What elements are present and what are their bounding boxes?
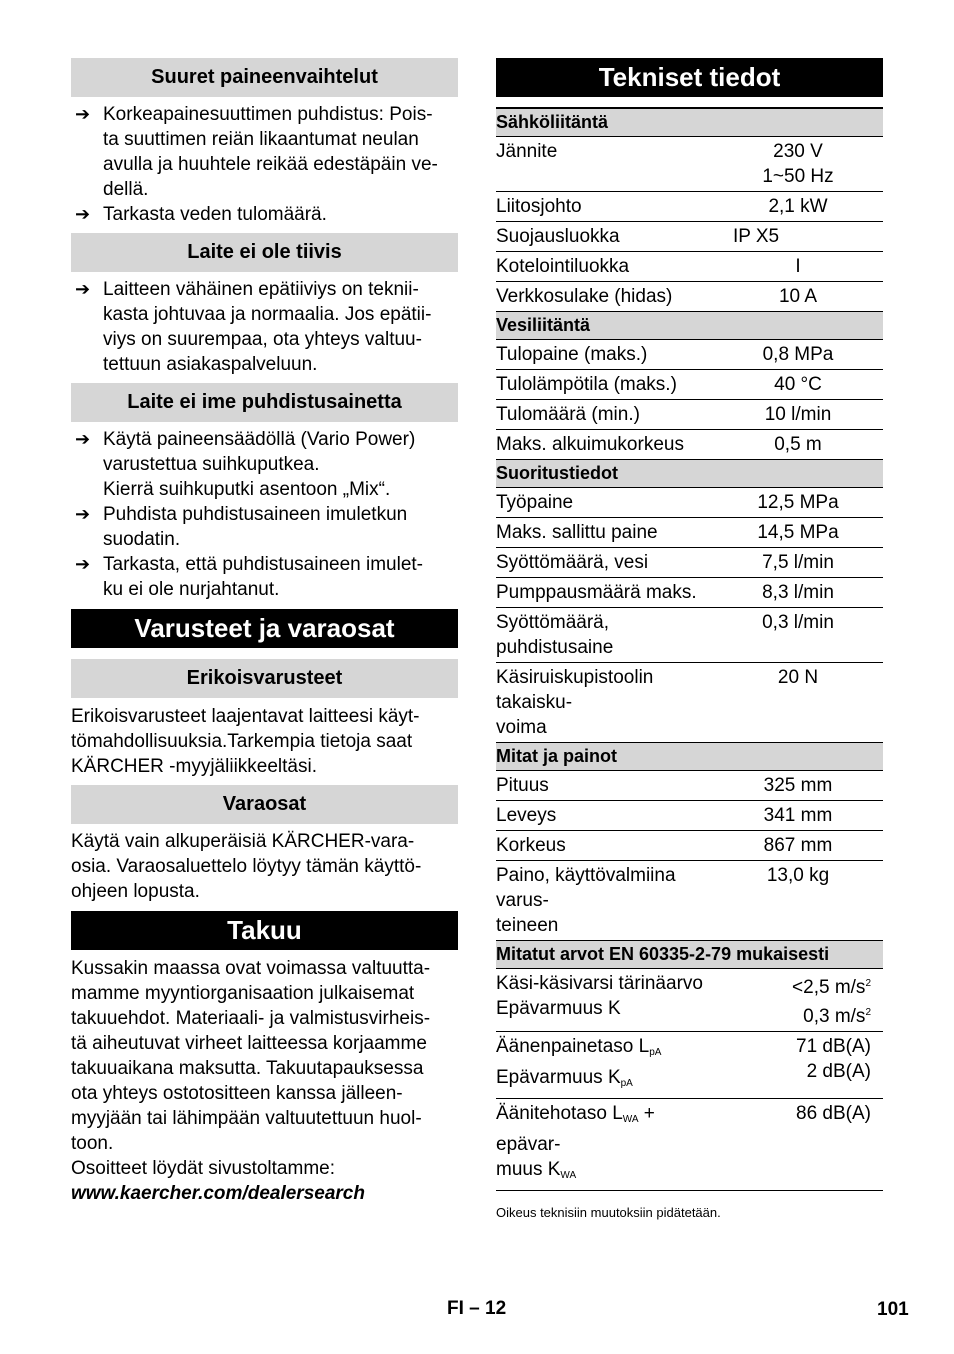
table-row: Paino, käyttövalmiina varus- teineen 13,0 kg [496,861,883,941]
pressure-list [71,102,458,227]
table-row: Verkkosulake (hidas) 10 A [496,282,883,312]
section-heading-leak: Laite ei ole tiivis [71,233,458,272]
section-heading-special-accessories: Erikoisvarusteet [71,659,458,698]
arrow-right-icon: ➔ [75,279,91,299]
technical-data-table [496,109,883,1191]
heading-warranty: Takuu [71,911,458,950]
section-heading-detergent: Laite ei ime puhdistusainetta [71,383,458,422]
table-row: Syöttömäärä, puhdistusaine 0,3 l/min [496,608,883,663]
page-footer-label: FI – 12 [447,1298,507,1319]
table-row: Työpaine 12,5 MPa [496,488,883,518]
table-row: Käsiruiskupistoolin takaisku- voima 20 N [496,663,883,743]
table-row: Tulolämpötila (maks.) 40 °C [496,370,883,400]
warranty-text: Kussakin maassa ovat voimassa valtuutta- mamme myyntiorganisaation julkaisemat takuuehdot. Materiaali- ja valmistusvirheis- tä aiheutuvat virheet laitteessa korjaamme takuuaikana maksutta. Takuutapauksessa ota yhteys ostotositteen kanssa jälleen- myyjään tai lähimpään valtuutettuun huol- toon. Osoitteet löydät sivustoltamme: www.kaercher.com/dealersearch [71,956,458,1206]
table-row: Maks. sallittu paine 14,5 MPa [496,518,883,548]
table-row: Äänitehotaso $L_{WA}$ + epävar- muus $K_{WA}$ 86 dB(A) [496,1099,883,1191]
list-item: ➔ Tarkasta veden tulomäärä. [75,204,327,225]
section-heading-spare-parts: Varaosat [71,785,458,824]
table-section-row: Sähköliitäntä [496,109,883,137]
detergent-list [71,427,458,602]
special-accessories-text: Erikoisvarusteet laajentavat laitteesi käyt- tömahdollisuuksia.Tarkempia tietoja saat KÄRCHER -myyjäliikkeeltäsi. [71,706,420,777]
arrow-right-icon: ➔ [75,204,91,224]
table-row: Pituus 325 mm [496,771,883,801]
table-row: Liitosjohto 2,1 kW [496,192,883,222]
table-row: Pumppausmäärä maks. 8,3 l/min [496,578,883,608]
table-row: Äänenpainetaso $L_{pA}$ Epävarmuus $K_{pA}$ 71 dB(A) 2 dB(A) [496,1032,883,1099]
table-row: Suojausluokka IP X5 [496,222,883,252]
dealer-search-url: www.kaercher.com/dealersearch [71,1183,365,1204]
table-row: Jännite 230 V 1~50 Hz [496,137,883,192]
section-heading-pressure: Suuret paineenvaihtelut [71,58,458,97]
left-column [71,58,458,1206]
right-column [496,58,883,1220]
table-row: Maks. alkuimukorkeus 0,5 m [496,430,883,460]
list-item: ➔ Käytä paineensäädöllä (Vario Power) varustettua suihkuputkea. Kierrä suihkuputki asentoon „Mix“. [75,429,416,500]
heading-technical-data: Tekniset tiedot [496,58,883,97]
divider [496,97,883,109]
list-item: ➔ Puhdista puhdistusaineen imuletkun suodatin. [75,504,408,550]
arrow-right-icon: ➔ [75,429,91,449]
footnote: Oikeus teknisiin muutoksiin pidätetään. [496,1205,721,1220]
list-item: ➔ Tarkasta, että puhdistusaineen imulet- ku ei ole nurjahtanut. [75,554,424,600]
table-section-row: Suoritustiedot [496,460,883,488]
table-row: Kotelointiluokka I [496,252,883,282]
leak-list [71,277,458,377]
arrow-right-icon: ➔ [75,104,91,124]
table-row: Käsi-käsivarsi tärinäarvo Epävarmuus K <2,5 $m/s^2$ 0,3 $m/s^2$ [496,969,883,1032]
table-section-row: Vesiliitäntä [496,312,883,340]
arrow-right-icon: ➔ [75,554,91,574]
table-row: Tulomäärä (min.) 10 l/min [496,400,883,430]
table-row: Tulopaine (maks.) 0,8 MPa [496,340,883,370]
list-item: ➔ Laitteen vähäinen epätiiviys on teknii- kasta johtuvaa ja normaalia. Jos epätii- viys on suurempaa, ota yhteys valtuu- tettuun asiakaspalveluun. [75,279,432,375]
table-section-row: Mitat ja painot [496,743,883,771]
spare-parts-text: Käytä vain alkuperäisiä KÄRCHER-vara- osia. Varaosaluettelo löytyy tämän käyttö- ohjeen lopusta. [71,831,422,902]
arrow-right-icon: ➔ [75,504,91,524]
table-row: Korkeus 867 mm [496,831,883,861]
heading-accessories: Varusteet ja varaosat [71,609,458,648]
table-row: Leveys 341 mm [496,801,883,831]
table-section-row: Mitatut arvot EN 60335-2-79 mukaisesti [496,941,883,969]
list-item: ➔ Korkeapainesuuttimen puhdistus: Pois- ta suuttimen reiän likaantumat neulan avulla ja huuhtele reikää edestäpäin ve- dellä. [75,104,438,200]
page-number: 101 [877,1299,909,1320]
table-row: Syöttömäärä, vesi 7,5 l/min [496,548,883,578]
